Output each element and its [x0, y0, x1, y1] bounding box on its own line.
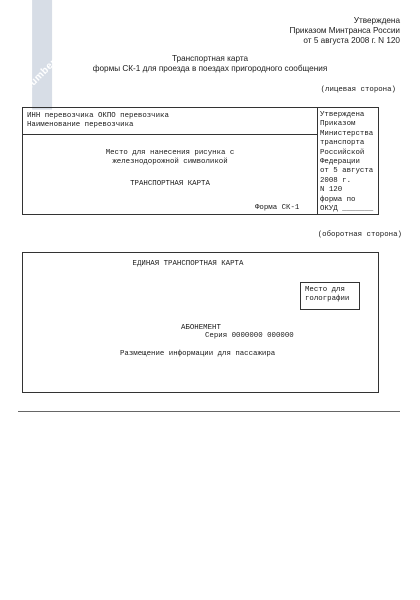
page-divider — [18, 411, 400, 412]
watermark-text: NoNumber.ru — [12, 47, 69, 104]
front-card — [22, 107, 379, 215]
drawing-place-line-2: железнодорожной символикой — [112, 158, 228, 166]
right-line-9: N 120 — [320, 186, 343, 195]
right-line-11: ОКУД _______ — [320, 205, 374, 214]
right-line-10: форма по — [320, 195, 356, 204]
title-line-2: формы СК-1 для проезда в поездах пригородного сообщения — [92, 64, 328, 73]
back-side-label: (оборотная сторона) — [317, 231, 402, 239]
holography-line-1: Место для — [305, 286, 345, 294]
title-line-1: Транспортная карта — [171, 54, 249, 63]
front-header — [23, 108, 317, 135]
approval-line-1: Утверждена — [353, 16, 400, 25]
series-number: Серия 0000000 000000 — [205, 332, 294, 340]
front-side-label: (лицевая сторона) — [320, 86, 396, 94]
front-main-area — [23, 108, 318, 214]
passenger-info-place: Размещение информации для пассажира — [120, 350, 276, 358]
right-line-5: Российской — [320, 148, 365, 157]
form-label: Форма СК-1 — [255, 204, 300, 212]
carrier-codes: ИНН перевозчика ОКПО перевозчика — [27, 112, 169, 120]
right-line-4: транспорта — [320, 139, 365, 148]
right-line-6: Федерации — [320, 158, 360, 167]
front-approval-column — [320, 111, 378, 214]
watermark — [0, 0, 73, 37]
front-card-title: ТРАНСПОРТНАЯ КАРТА — [130, 180, 210, 188]
holography-line-2: голографии — [305, 295, 350, 303]
carrier-name: Наименование перевозчика — [27, 121, 134, 129]
right-line-1: Утверждена — [320, 111, 365, 119]
subscription-label: АБОНЕМЕНТ — [181, 324, 221, 332]
document-title — [0, 54, 420, 74]
back-card — [22, 252, 379, 393]
right-line-8: 2008 г. — [320, 176, 352, 185]
approval-line-2: Приказом Минтранса России — [289, 26, 400, 35]
back-card-title: ЕДИНАЯ ТРАНСПОРТНАЯ КАРТА — [132, 260, 244, 268]
approval-block — [289, 16, 400, 46]
right-line-2: Приказом — [320, 120, 356, 129]
right-line-7: от 5 августа — [320, 167, 374, 176]
drawing-place-line-1: Место для нанесения рисунка с — [105, 149, 235, 157]
approval-line-3: от 5 августа 2008 г. N 120 — [303, 36, 400, 45]
right-line-3: Министерства — [320, 129, 374, 138]
holography-box — [300, 282, 360, 310]
